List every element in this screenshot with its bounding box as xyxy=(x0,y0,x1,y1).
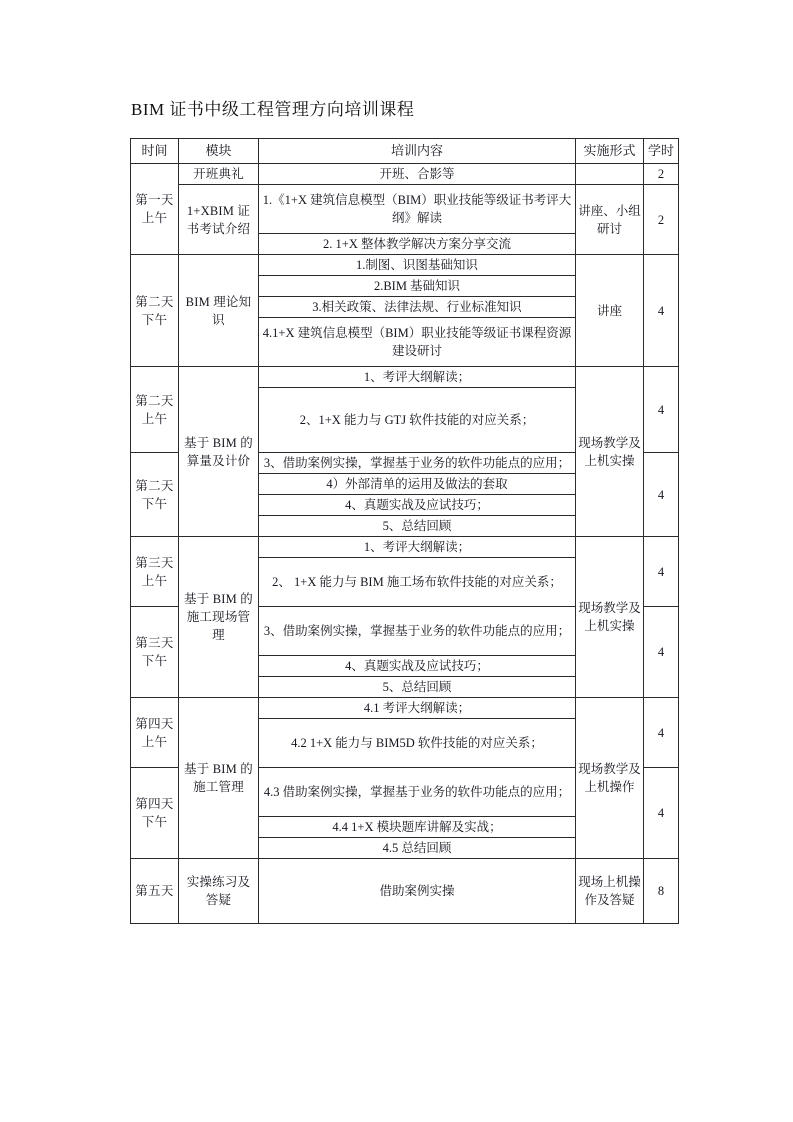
cell-hours-day2-pm: 4 xyxy=(644,453,679,537)
table-row xyxy=(131,537,679,558)
cell-content-q5: 4、真题实战及应试技巧； xyxy=(259,495,576,516)
cell-content-practice: 借助案例实操 xyxy=(259,859,576,924)
cell-time-day4-am: 第四天上午 xyxy=(131,698,179,768)
cell-content-s2: 2、 1+X 能力与 BIM 施工场布软件技能的对应关系； xyxy=(259,558,576,607)
cell-content-c4: 4.4 1+X 模块题库讲解及实战； xyxy=(259,817,576,838)
cell-module-site-management: 基于 BIM 的施工现场管理 xyxy=(179,537,259,698)
cell-time-day4-pm: 第四天下午 xyxy=(131,768,179,859)
cell-time-day3-pm: 第三天下午 xyxy=(131,607,179,698)
cell-content-c1: 4.1 考评大纲解读； xyxy=(259,698,576,719)
cell-content-drawing-basics: 1.制图、识图基础知识 xyxy=(259,255,576,276)
cell-module-cert-intro: 1+XBIM 证书考试介绍 xyxy=(179,185,259,255)
cell-content-s3: 3、借助案例实操，掌握基于业务的软件功能点的应用； xyxy=(259,607,576,656)
table-row xyxy=(131,367,679,388)
column-header-time: 时间 xyxy=(131,139,179,164)
cell-content-course-resource: 4.1+X 建筑信息模型（BIM）职业技能等级证书课程资源建设研讨 xyxy=(259,318,576,367)
cell-form-construction-management: 现场教学及上机操作 xyxy=(576,698,644,859)
cell-module-practice-qa: 实操练习及答疑 xyxy=(179,859,259,924)
cell-hours-bim-theory: 4 xyxy=(644,255,679,367)
cell-time-day5: 第五天 xyxy=(131,859,179,924)
column-header-module: 模块 xyxy=(179,139,259,164)
cell-hours-day4-pm: 4 xyxy=(644,768,679,859)
cell-content-q6: 5、总结回顾 xyxy=(259,516,576,537)
table-row xyxy=(131,185,679,234)
cell-hours-day3-am: 4 xyxy=(644,537,679,607)
cell-content-q4: 4）外部清单的运用及做法的套取 xyxy=(259,474,576,495)
cell-content-c3: 4.3 借助案例实操，掌握基于业务的软件功能点的应用； xyxy=(259,768,576,817)
cell-time-day2-pm-theory: 第二天下午 xyxy=(131,255,179,367)
table-row xyxy=(131,859,679,924)
cell-form-bim-theory: 讲座 xyxy=(576,255,644,367)
cell-hours-day3-pm: 4 xyxy=(644,607,679,698)
cell-time-day1: 第一天上午 xyxy=(131,164,179,255)
cell-hours-day2-am: 4 xyxy=(644,367,679,453)
cell-form-site-management: 现场教学及上机实操 xyxy=(576,537,644,698)
cell-hours-practice-qa: 8 xyxy=(644,859,679,924)
cell-module-quantity-pricing: 基于 BIM 的算量及计价 xyxy=(179,367,259,537)
cell-form-opening xyxy=(576,164,644,185)
cell-module-opening: 开班典礼 xyxy=(179,164,259,185)
cell-content-policy-law: 3.相关政策、法律法规、行业标准知识 xyxy=(259,297,576,318)
cell-content-s1: 1、考评大纲解读； xyxy=(259,537,576,558)
cell-form-cert-intro: 讲座、小组研讨 xyxy=(576,185,644,255)
page-title: BIM 证书中级工程管理方向培训课程 xyxy=(131,100,415,119)
cell-content-q2: 2、1+X 能力与 GTJ 软件技能的对应关系； xyxy=(259,388,576,453)
cell-form-quantity-pricing: 现场教学及上机实操 xyxy=(576,367,644,537)
cell-form-practice-qa: 现场上机操作及答疑 xyxy=(576,859,644,924)
cell-module-bim-theory: BIM 理论知识 xyxy=(179,255,259,367)
column-header-hours: 学时 xyxy=(644,139,679,164)
training-schedule-table xyxy=(130,138,679,924)
cell-content-opening: 开班、合影等 xyxy=(259,164,576,185)
cell-module-construction-management: 基于 BIM 的施工管理 xyxy=(179,698,259,859)
column-header-content: 培训内容 xyxy=(259,139,576,164)
cell-time-day2-pm: 第二天下午 xyxy=(131,453,179,537)
cell-content-teaching-solution: 2. 1+X 整体教学解决方案分享交流 xyxy=(259,234,576,255)
cell-content-s4: 4、真题实战及应试技巧； xyxy=(259,656,576,677)
cell-hours-day4-am: 4 xyxy=(644,698,679,768)
cell-content-q1: 1、考评大纲解读； xyxy=(259,367,576,388)
cell-content-c5: 4.5 总结回顾 xyxy=(259,838,576,859)
cell-content-cert-outline: 1.《1+X 建筑信息模型（BIM）职业技能等级证书考评大纲》解读 xyxy=(259,185,576,234)
table-row xyxy=(131,255,679,276)
table-row xyxy=(131,164,679,185)
column-header-form: 实施形式 xyxy=(576,139,644,164)
table-header-row xyxy=(131,139,679,164)
cell-content-q3: 3、借助案例实操，掌握基于业务的软件功能点的应用； xyxy=(259,453,576,474)
table-row xyxy=(131,698,679,719)
cell-time-day3-am: 第三天上午 xyxy=(131,537,179,607)
cell-hours-opening: 2 xyxy=(644,164,679,185)
cell-content-bim-basics: 2.BIM 基础知识 xyxy=(259,276,576,297)
cell-time-day2-am: 第二天上午 xyxy=(131,367,179,453)
cell-content-s5: 5、总结回顾 xyxy=(259,677,576,698)
cell-hours-cert-intro: 2 xyxy=(644,185,679,255)
cell-content-c2: 4.2 1+X 能力与 BIM5D 软件技能的对应关系； xyxy=(259,719,576,768)
